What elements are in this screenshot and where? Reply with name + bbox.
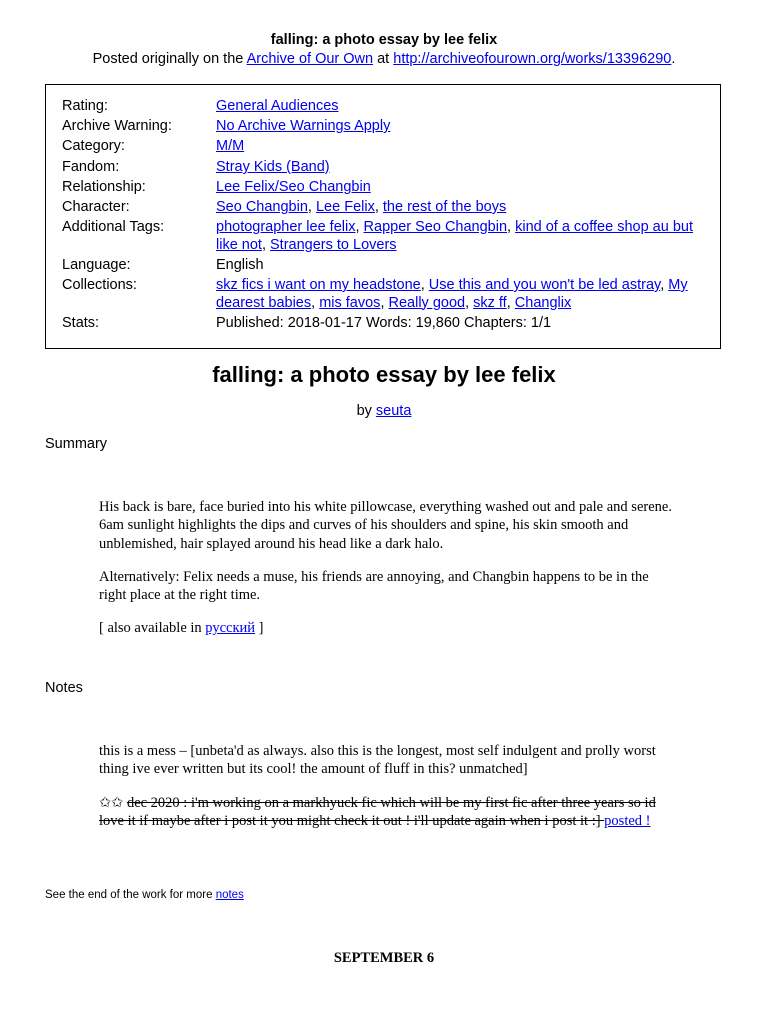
posted-line [0, 51, 768, 67]
collection-link[interactable]: Really good [388, 294, 466, 311]
character-link[interactable]: Lee Felix [315, 199, 375, 215]
summary-paragraph: His back is bare, face buried into his white pillowcase, everything washed out and pale and serene. 6am sunlight highlights the dips and curves of his shoulders and spine, his skin smooth and unblemished, hair splayed around his head like a dark halo. [99, 499, 672, 552]
tag-link[interactable]: kind of a coffee shop au but like not [216, 219, 693, 253]
work-title: falling: a photo essay by lee felix [212, 362, 556, 387]
collection-link[interactable]: Use this and you won't be led astray [428, 277, 661, 293]
collection-link[interactable]: skz ff [473, 294, 507, 311]
summary-paragraph: [ also available in русский ] [99, 620, 264, 637]
notes-paragraph [99, 794, 679, 831]
fandom-link[interactable]: Stray Kids (Band) [216, 159, 330, 175]
stars-icon: ✩✩ [99, 794, 127, 811]
chapter-heading: SEPTEMBER 6 [333, 950, 435, 966]
rating-link[interactable]: General Audiences [216, 98, 339, 114]
notes-paragraph: this is a mess – [unbeta'd as always. also this is the longest, most self indulgent and prolly worst thing ive ever written but its cool! the amount of fluff in this? unmatched] [99, 743, 656, 778]
byline [0, 403, 768, 419]
tag-link[interactable]: Strangers to Lovers [270, 236, 397, 253]
tags-label: Additional Tags: [62, 219, 165, 235]
language-label: Language: [62, 257, 131, 273]
summary-body [99, 498, 679, 638]
struck-note: dec 2020 : i'm working on a markhyuck fic which will be my first fic after three years so id love it if maybe after i post it you might check it out ! i'll update again when i post it :] [99, 794, 656, 829]
end-notes-link[interactable]: notes [215, 889, 244, 901]
work-url-link[interactable]: http://archiveofourown.org/works/13396290 [393, 51, 672, 67]
relationship-label: Relationship: [62, 179, 146, 195]
warning-label: Archive Warning: [62, 118, 172, 134]
stats-label: Stats: [62, 315, 100, 331]
author-link[interactable]: seuta [375, 403, 412, 419]
character-link[interactable]: the rest of the boys [382, 199, 507, 215]
fandom-label: Fandom: [62, 159, 120, 175]
collection-link[interactable]: skz fics i want on my headstone [216, 277, 421, 293]
posted-prefix: Posted originally on the [92, 51, 247, 67]
notes-body [99, 742, 679, 830]
relationship-link[interactable]: Lee Felix/Seo Changbin [216, 179, 371, 195]
tag-link[interactable]: photographer lee felix [216, 219, 356, 235]
translation-link[interactable]: русский [205, 620, 256, 637]
stats-value: Published: 2018-01-17 Words: 19,860 Chapters: 1/1 [216, 315, 552, 331]
metadata-box: Rating: General Audiences Archive Warning: No Archive Warnings Apply Category: M/M Fandom: Stray Kids (Band) Relationship: Lee Felix/Seo Changbin Character: Seo Changbin, Lee Felix, the rest of the boys Additional Tags: photographer lee felix, Rapper Seo Changbin, kind of a coffee shop au but like not, Strangers to Lovers Language: English Collections: skz fics i want on my headstone, Use this and you won't be led astray, My dearest babies, mis favos, Really good, skz ff, Changlix Stats: Published: 2018-01-17 Words: 19,860 Chapters: 1/1 [45, 84, 721, 349]
collections-label: Collections: [62, 277, 137, 293]
rating-label: Rating: [62, 98, 108, 114]
end-notes-line: See the end of the work for more notes [45, 889, 244, 901]
header-title: falling: a photo essay by lee felix [270, 32, 498, 48]
posted-link[interactable]: posted ! [604, 812, 651, 829]
collection-link[interactable]: mis favos [319, 294, 381, 311]
language-value: English [216, 257, 264, 273]
by-label: by [356, 403, 376, 419]
notes-heading: Notes [45, 680, 83, 696]
archive-link[interactable]: Archive of Our Own [246, 51, 374, 67]
character-link[interactable]: Seo Changbin [216, 199, 308, 215]
summary-paragraph: Alternatively: Felix needs a muse, his friends are annoying, and Changbin happens to be in the right place at the right time. [99, 568, 649, 604]
collection-link[interactable]: My dearest babies [216, 277, 688, 311]
tag-link[interactable]: Rapper Seo Changbin [363, 219, 508, 235]
posted-suffix: . [671, 51, 676, 67]
category-link[interactable]: M/M [216, 138, 245, 154]
warning-link[interactable]: No Archive Warnings Apply [216, 118, 391, 134]
category-label: Category: [62, 138, 125, 154]
character-label: Character: [62, 199, 130, 215]
summary-heading: Summary [45, 436, 108, 452]
collection-link[interactable]: Changlix [514, 294, 572, 311]
posted-mid: at [373, 51, 394, 67]
